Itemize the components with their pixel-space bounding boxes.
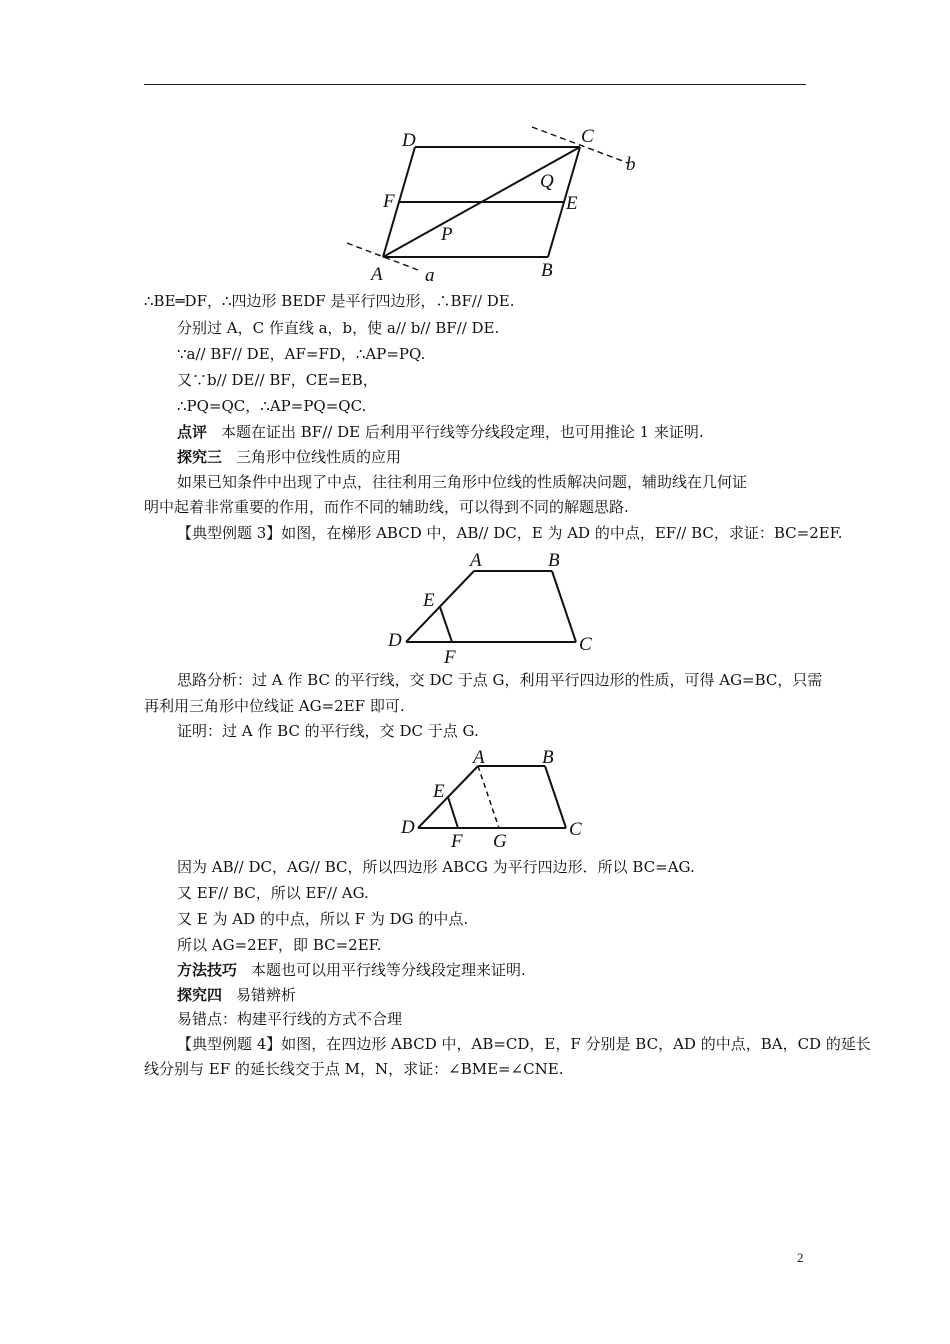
label-B: B	[548, 550, 560, 571]
proof-line-1: 因为 AB// DC，AG// BC，所以四边形 ABCG 为平行四边形．所以 BC=AG.	[177, 858, 695, 876]
proof-line-2: 又 EF// BC，所以 EF// AG.	[177, 884, 369, 902]
page-number: 2	[797, 1250, 804, 1265]
label-F: F	[444, 647, 456, 667]
label-C: C	[579, 634, 592, 655]
label-B: B	[542, 747, 554, 768]
proof-line-3: 又 E 为 AD 的中点，所以 F 为 DG 的中点.	[177, 910, 469, 928]
analysis-line-2: 再利用三角形中位线证 AG=2EF 即可.	[144, 697, 405, 715]
figure-trapezoid	[380, 545, 605, 667]
text-line-9: 明中起着非常重要的作用，而作不同的辅助线，可以得到不同的解题思路.	[144, 498, 629, 516]
proof-line-4: 所以 AG=2EF，即 BC=2EF.	[177, 936, 382, 954]
example-4-line-1: 【典型例题 4】如图，在四边形 ABCD 中，AB=CD，E，F 分别是 BC，AD 的中点，BA，CD 的延长	[177, 1035, 871, 1053]
text-line-5: ∴PQ=QC，∴AP=PQ=QC.	[177, 397, 367, 415]
label-G: G	[493, 831, 507, 851]
label-B: B	[541, 260, 553, 281]
section-4-title: 易错辨析	[236, 986, 297, 1004]
label-E: E	[566, 193, 578, 214]
label-E: E	[433, 781, 445, 802]
figure-trapezoid-auxiliary	[395, 745, 595, 851]
label-b: b	[626, 154, 636, 175]
text-line-1: ∴BE═DF，∴四边形 BEDF 是平行四边形，∴BF// DE.	[144, 292, 515, 310]
label-F: F	[383, 191, 395, 212]
comment-text: 本题在证出 BF// DE 后利用平行线等分线段定理，也可用推论 1 来证明.	[221, 423, 704, 441]
label-E: E	[423, 590, 435, 611]
text-line-8: 如果已知条件中出现了中点，往往利用三角形中位线的性质解决问题，辅助线在几何证	[177, 473, 748, 491]
text-line-4: 又∵b// DE// BF，CE=EB，	[177, 371, 378, 389]
text-line-3: ∵a// BF// DE，AF=FD，∴AP=PQ.	[177, 345, 426, 363]
label-A: A	[473, 747, 485, 768]
label-P: P	[441, 224, 453, 245]
label-F: F	[451, 831, 463, 851]
header-rule	[144, 84, 806, 85]
example-3-statement: 【典型例题 3】如图，在梯形 ABCD 中，AB// DC，E 为 AD 的中点，EF// BC，求证：BC=2EF.	[177, 524, 843, 542]
section-3-label: 探究三	[177, 448, 223, 466]
analysis-line-1: 思路分析：过 A 作 BC 的平行线，交 DC 于点 G，利用平行四边形的性质，可得 AG=BC，只需	[177, 671, 823, 689]
comment-label: 点评	[177, 423, 208, 441]
section-4-heading	[177, 984, 296, 1006]
label-A: A	[470, 550, 482, 571]
label-C: C	[569, 819, 582, 840]
section-3-heading	[177, 446, 401, 468]
error-point-line: 易错点：构建平行线的方式不合理	[177, 1010, 403, 1028]
method-tip-line	[177, 959, 526, 981]
label-D: D	[401, 817, 415, 838]
figure-parallelogram	[340, 118, 650, 288]
label-D: D	[402, 130, 416, 151]
label-A: A	[371, 264, 383, 285]
method-tip-text: 本题也可以用平行线等分线段定理来证明.	[251, 961, 526, 979]
label-a: a	[425, 265, 435, 286]
method-tip-label: 方法技巧	[177, 961, 238, 979]
proof-start: 证明：过 A 作 BC 的平行线，交 DC 于点 G.	[177, 722, 479, 740]
example-4-line-2: 线分别与 EF 的延长线交于点 M，N，求证：∠BME=∠CNE.	[144, 1060, 564, 1078]
label-D: D	[388, 630, 402, 651]
section-4-label: 探究四	[177, 986, 223, 1004]
section-3-title: 三角形中位线性质的应用	[236, 448, 402, 466]
text-line-2: 分别过 A，C 作直线 a，b，使 a// b// BF// DE.	[177, 319, 500, 337]
label-Q: Q	[540, 171, 554, 192]
comment-line	[177, 421, 704, 443]
label-C: C	[581, 126, 594, 147]
